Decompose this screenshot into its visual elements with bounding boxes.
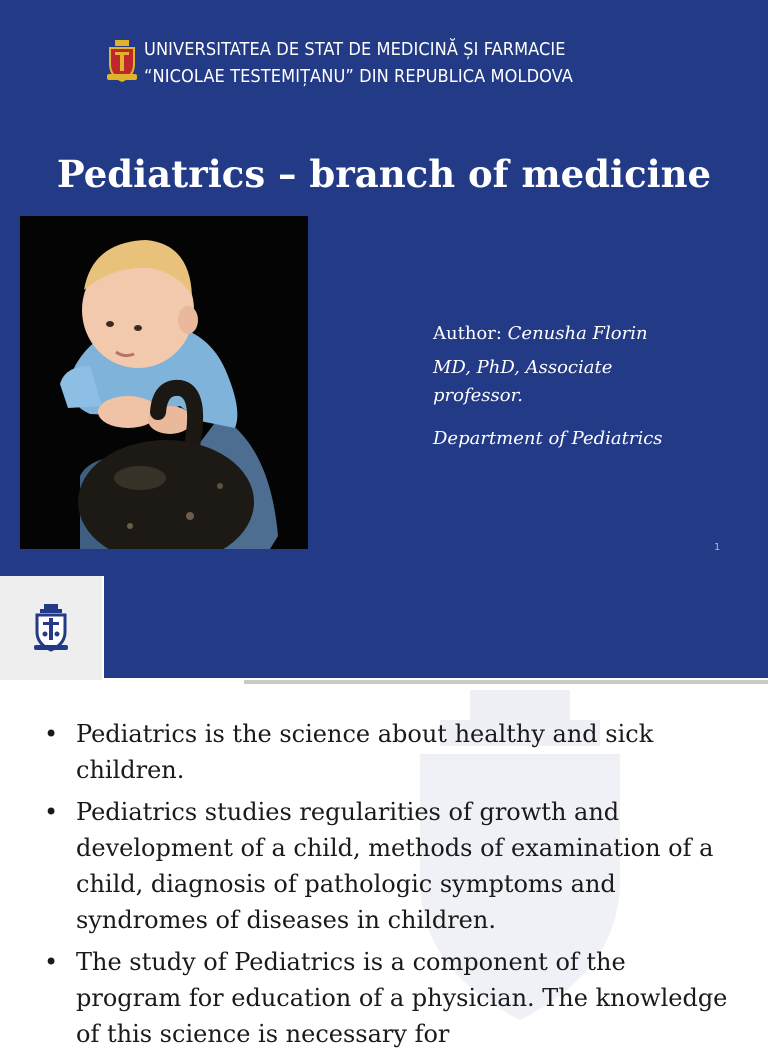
university-crest-icon xyxy=(106,40,138,82)
author-info xyxy=(433,318,753,454)
department-name: Department of Pediatrics xyxy=(433,428,663,449)
header-shadow xyxy=(244,680,768,684)
university-name-line2: “NICOLAE TESTEMIȚANU” DIN REPUBLICA MOLDOVA xyxy=(144,66,573,87)
bullet-list xyxy=(44,716,734,1058)
university-header xyxy=(106,36,706,86)
slide-number: 1 xyxy=(714,542,721,553)
author-role-line2: professor. xyxy=(433,385,523,406)
baby-kettlebell-photo xyxy=(20,216,308,549)
content-slide-header xyxy=(0,576,768,680)
bullet-item: • The study of Pediatrics is a component of the program for education of a physician. The knowledge of this science is necessary for xyxy=(44,944,734,1052)
bullet-item: • Pediatrics is the science about healthy and sick children. xyxy=(44,716,734,788)
university-name xyxy=(144,36,573,90)
author-name: Cenusha Florin xyxy=(507,323,648,344)
slide-title: Pediatrics – branch of medicine xyxy=(56,152,712,196)
header-band xyxy=(104,576,768,678)
logo-box xyxy=(0,576,102,680)
author-role-line1: MD, PhD, Associate xyxy=(433,357,613,378)
author-label: Author: xyxy=(433,323,508,344)
author-line xyxy=(433,318,753,350)
baby-photo-illustration xyxy=(20,216,308,549)
bullet-item: • Pediatrics studies regularities of growth and development of a child, methods of examination of a child, diagnosis of pathologic symptoms and syndromes of diseases in children. xyxy=(44,794,734,938)
author-role xyxy=(433,354,753,410)
university-name-line1: UNIVERSITATEA DE STAT DE MEDICINĂ ȘI FARMACIE xyxy=(144,39,566,60)
university-logo-icon xyxy=(34,604,68,652)
